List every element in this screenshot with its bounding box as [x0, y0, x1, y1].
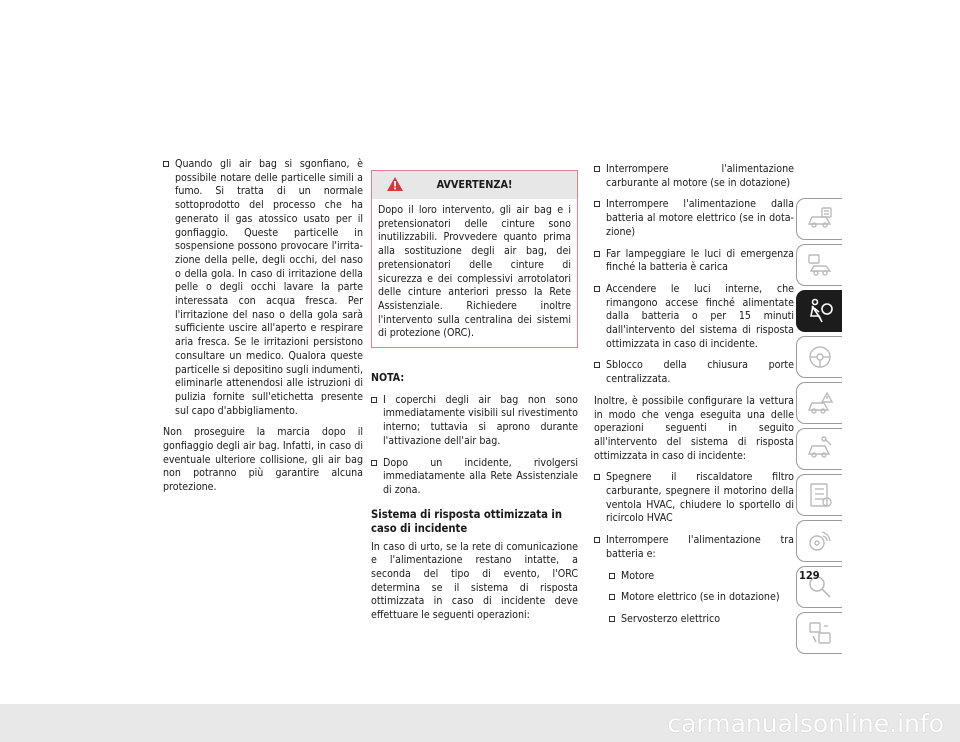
middle-column — [371, 170, 578, 631]
checklist-icon — [805, 480, 835, 510]
car-service-icon — [805, 434, 835, 464]
sub-list-item: Servosterzo elettrico — [609, 613, 794, 627]
tab-safety[interactable] — [796, 290, 842, 332]
airbag-seat-icon — [805, 296, 835, 326]
tab-languages[interactable] — [796, 612, 842, 654]
steering-wheel-icon — [805, 342, 835, 372]
warning-triangle-icon — [386, 176, 404, 192]
list-item: Sblocco della chiusura porte centralizzata. — [594, 359, 794, 386]
warning-text: Dopo il loro intervento, gli air bag e i pretensionatori delle cinture sono inutilizzabili. Provvedere quanto prima alla sostituzione degli air bag, dei pretensionatori delle cinture di sicurezza e dei complessivi arrotolatori delle cinture anteriori presso la Rete Assistenziale. Richiedere inoltre l'intervento sulla centralina dei sistemi di protezione (ORC). — [378, 204, 571, 340]
list-item: Dopo un incidente, rivolgersi immediatamente alla Rete Assistenziale di zona. — [371, 457, 578, 498]
list-item: Quando gli air bag si sgonfiano, è possibile notare delle particelle simili a fumo. Si tratta di un normale sottoprodotto del processo che ha generato il gas atossico usato per il gonfiaggio. Queste particelle in sospensione possono provocare l'irritazione della pelle, degli occhi, del naso o della gola. In caso di irritazione della pelle o degli occhi lavare la parte interessata con acqua fresca. Per l'irritazione del naso o della gola sarà sufficiente uscire all'aperto e respirare aria fresca. Se le irritazioni persistono consultare un medico. Qualora queste particelle si depositino sugli indumenti, eliminarle attenendosi alle istruzioni di pulizia fornite sull'etichetta presente sul capo d'abbigliamento. — [163, 158, 363, 418]
warning-header — [372, 171, 577, 199]
watermark-text: carmanualsonline.info — [667, 708, 944, 738]
paragraph: Non proseguire la marcia dopo il gonfiaggio degli air bag. Infatti, in caso di eventuale ulteriore collisione, gli air bag non potranno più garantire alcuna protezione. — [163, 426, 363, 494]
warning-box — [371, 170, 578, 348]
note-title: NOTA: — [371, 372, 405, 385]
list-item: I coperchi degli air bag non sono immediatamente visibili sul rivestimento interno; tuttavia si aprono durante l'attivazione dell'air bag. — [371, 394, 578, 449]
section-title: Sistema di risposta ottimizzata in caso di incidente — [371, 507, 563, 535]
chapter-tabs — [796, 198, 842, 658]
paragraph: Inoltre, è possibile configurare la vettura in modo che venga eseguita una delle operazioni seguenti in seguito all'intervento del sistema di risposta ottimizzata in caso di incidente: — [594, 394, 794, 462]
tab-multimedia[interactable] — [796, 520, 842, 562]
tab-driving[interactable] — [796, 336, 842, 378]
watermark-bar — [0, 704, 960, 742]
sub-list-item: Motore elettrico (se in dotazione) — [609, 591, 794, 605]
list-item: Interrompere l'alimentazione dalla batteria al motore elettrico (se in dotazione) — [594, 198, 794, 239]
left-column — [163, 158, 363, 503]
list-item: Spegnere il riscaldatore filtro carburante, spegnere il motorino della ventola HVAC, chiudere lo sportello di ricircolo HVAC — [594, 471, 794, 526]
list-item: Far lampeggiare le luci di emergenza finché la batteria è carica — [594, 248, 794, 275]
list-item: Interrompere l'alimentazione tra batteria e: — [594, 534, 794, 561]
language-icon — [805, 618, 835, 648]
tab-specs[interactable] — [796, 474, 842, 516]
multimedia-icon — [805, 526, 835, 556]
page-number: 129 — [799, 569, 820, 582]
paragraph: In caso di urto, se la rete di comunicazione e l'alimentazione restano intatte, a seconda del tipo di evento, l'ORC determina se il sistema di risposta ottimizzata in caso di incidente deve effettuare le seguenti operazioni: — [371, 540, 578, 622]
sub-list-item: Motore — [609, 570, 794, 584]
tab-service[interactable] — [796, 428, 842, 470]
dashboard-icon — [805, 250, 835, 280]
car-info-icon — [805, 204, 835, 234]
emergency-car-icon — [805, 388, 835, 418]
right-column — [594, 163, 794, 635]
list-item: Accendere le luci interne, che rimangono accese finché alimentate dalla batteria o per 15 minuti dall'intervento del sistema di risposta ottimizzata in caso di incidente. — [594, 283, 794, 352]
tab-emergency[interactable] — [796, 382, 842, 424]
warning-title: AVVERTENZA! — [436, 178, 513, 192]
list-item: Interrompere l'alimentazione carburante al motore (se in dotazione) — [594, 163, 794, 190]
tab-dashboard[interactable] — [796, 244, 842, 286]
tab-car-info[interactable] — [796, 198, 842, 240]
